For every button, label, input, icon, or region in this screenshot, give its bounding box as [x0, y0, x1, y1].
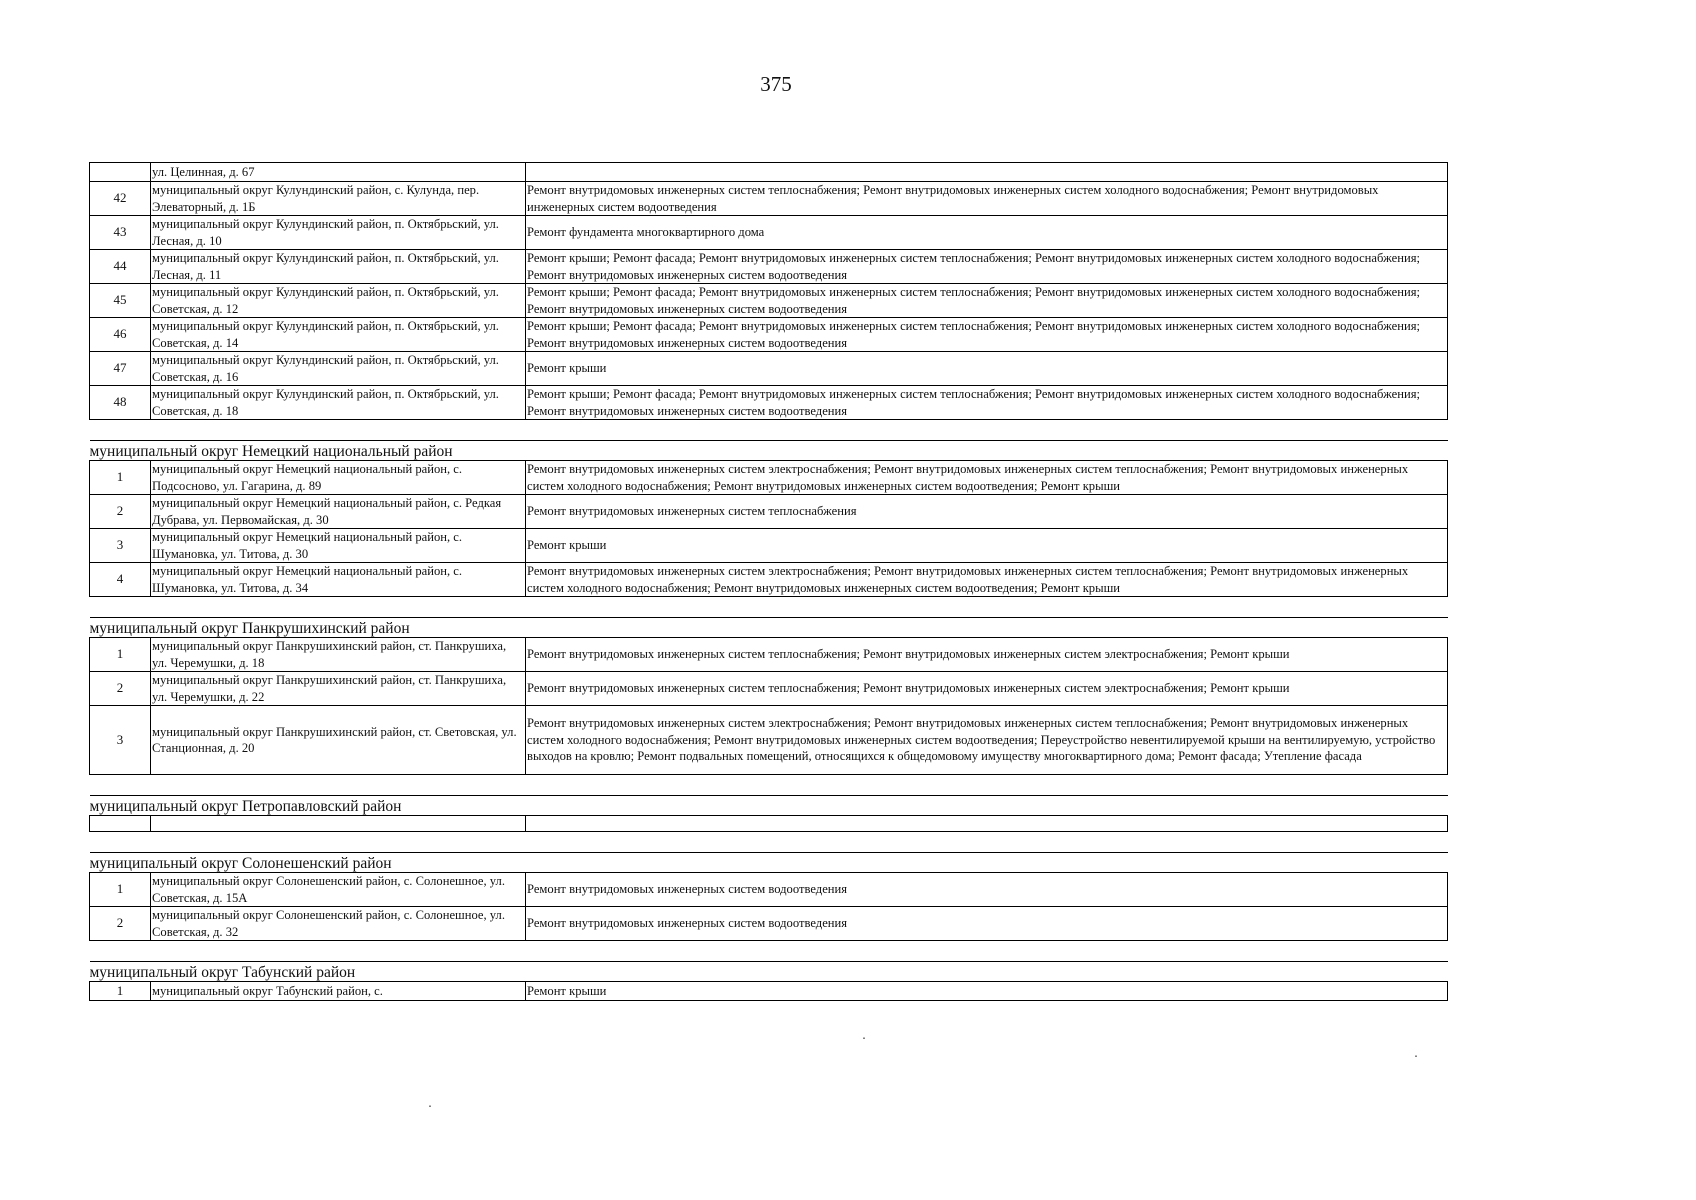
district-heading: муниципальный округ Табунский район — [90, 962, 1448, 982]
table-row — [90, 284, 1448, 318]
scan-speck: ․ — [862, 1028, 867, 1042]
row-works: Ремонт внутридомовых инженерных систем теплоснабжения — [526, 495, 1448, 529]
spacer-row — [90, 597, 1448, 618]
row-number: 1 — [90, 461, 151, 495]
row-number: 46 — [90, 318, 151, 352]
row-number — [90, 816, 151, 832]
district-heading: муниципальный округ Петропавловский район — [90, 796, 1448, 816]
table-row — [90, 638, 1448, 672]
row-works: Ремонт крыши — [526, 352, 1448, 386]
table-row — [90, 163, 1448, 182]
district-heading-row — [90, 796, 1448, 816]
district-heading: муниципальный округ Панкрушихинский район — [90, 618, 1448, 638]
row-number: 47 — [90, 352, 151, 386]
table-row — [90, 873, 1448, 907]
row-address: муниципальный округ Немецкий национальный район, с. Шумановка, ул. Титова, д. 30 — [151, 529, 526, 563]
row-number: 44 — [90, 250, 151, 284]
repair-register — [89, 162, 1447, 1001]
table-row — [90, 318, 1448, 352]
table-row — [90, 352, 1448, 386]
table-row — [90, 461, 1448, 495]
row-works: Ремонт крыши — [526, 982, 1448, 1001]
row-works: Ремонт внутридомовых инженерных систем электроснабжения; Ремонт внутридомовых инженерных систем теплоснабжения; Ремонт внутридомовых инженерных систем холодного водоснабжения; Ремонт внутридомовых инженерных систем водоотведения; Ремонт крыши — [526, 563, 1448, 597]
table-row — [90, 216, 1448, 250]
row-works: Ремонт внутридомовых инженерных систем водоотведения — [526, 907, 1448, 941]
row-works: Ремонт внутридомовых инженерных систем теплоснабжения; Ремонт внутридомовых инженерных систем холодного водоснабжения; Ремонт внутридомовых инженерных систем водоотведения — [526, 182, 1448, 216]
row-number: 3 — [90, 706, 151, 775]
row-number: 42 — [90, 182, 151, 216]
row-works: Ремонт внутридомовых инженерных систем электроснабжения; Ремонт внутридомовых инженерных систем теплоснабжения; Ремонт внутридомовых инженерных систем холодного водоснабжения; Ремонт внутридомовых инженерных систем водоотведения; Переустройство невентилируемой крыши на вентилируемую, устройство выходов на кровлю; Ремонт подвальных помещений, относящихся к общедомовому имуществу многоквартирного дома; Ремонт фасада; Утепление фасада — [526, 706, 1448, 775]
table-row — [90, 386, 1448, 420]
row-works: Ремонт внутридомовых инженерных систем электроснабжения; Ремонт внутридомовых инженерных систем теплоснабжения; Ремонт внутридомовых инженерных систем холодного водоснабжения; Ремонт внутридомовых инженерных систем водоотведения; Ремонт крыши — [526, 461, 1448, 495]
row-number: 4 — [90, 563, 151, 597]
row-address: муниципальный округ Кулундинский район, с. Кулунда, пер. Элеваторный, д. 1Б — [151, 182, 526, 216]
table-row — [90, 563, 1448, 597]
row-works: Ремонт крыши; Ремонт фасада; Ремонт внутридомовых инженерных систем теплоснабжения; Ремонт внутридомовых инженерных систем холодного водоснабжения; Ремонт внутридомовых инженерных систем водоотведения — [526, 284, 1448, 318]
row-address: муниципальный округ Панкрушихинский район, ст. Панкрушиха, ул. Черемушки, д. 22 — [151, 672, 526, 706]
row-address: муниципальный округ Немецкий национальный район, с. Шумановка, ул. Титова, д. 34 — [151, 563, 526, 597]
row-address: муниципальный округ Кулундинский район, п. Октябрьский, ул. Советская, д. 12 — [151, 284, 526, 318]
district-heading: муниципальный округ Немецкий национальный район — [90, 441, 1448, 461]
row-works: Ремонт внутридомовых инженерных систем теплоснабжения; Ремонт внутридомовых инженерных систем электроснабжения; Ремонт крыши — [526, 672, 1448, 706]
row-works — [526, 163, 1448, 182]
row-address: муниципальный округ Панкрушихинский район, ст. Панкрушиха, ул. Черемушки, д. 18 — [151, 638, 526, 672]
row-works: Ремонт крыши — [526, 529, 1448, 563]
row-address: муниципальный округ Кулундинский район, п. Октябрьский, ул. Советская, д. 16 — [151, 352, 526, 386]
spacer-row — [90, 775, 1448, 796]
district-heading-row — [90, 618, 1448, 638]
row-address: ул. Целинная, д. 67 — [151, 163, 526, 182]
row-address: муниципальный округ Кулундинский район, п. Октябрьский, ул. Советская, д. 14 — [151, 318, 526, 352]
district-heading-row — [90, 853, 1448, 873]
spacer-cell — [90, 775, 1448, 796]
row-number: 48 — [90, 386, 151, 420]
row-works: Ремонт внутридомовых инженерных систем водоотведения — [526, 873, 1448, 907]
row-works: Ремонт внутридомовых инженерных систем теплоснабжения; Ремонт внутридомовых инженерных систем электроснабжения; Ремонт крыши — [526, 638, 1448, 672]
row-works: Ремонт фундамента многоквартирного дома — [526, 216, 1448, 250]
scan-speck: ․ — [1414, 1046, 1419, 1060]
row-number: 1 — [90, 982, 151, 1001]
spacer-row — [90, 832, 1448, 853]
table-row — [90, 672, 1448, 706]
row-number: 1 — [90, 638, 151, 672]
repair-table — [89, 162, 1448, 1001]
spacer-row — [90, 420, 1448, 441]
table-row — [90, 250, 1448, 284]
row-number: 43 — [90, 216, 151, 250]
page-number: 375 — [760, 72, 792, 96]
table-row — [90, 182, 1448, 216]
row-address: муниципальный округ Кулундинский район, п. Октябрьский, ул. Советская, д. 18 — [151, 386, 526, 420]
row-works: Ремонт крыши; Ремонт фасада; Ремонт внутридомовых инженерных систем теплоснабжения; Ремонт внутридомовых инженерных систем холодного водоснабжения; Ремонт внутридомовых инженерных систем водоотведения — [526, 386, 1448, 420]
row-number: 2 — [90, 672, 151, 706]
district-heading: муниципальный округ Солонешенский район — [90, 853, 1448, 873]
row-works: Ремонт крыши; Ремонт фасада; Ремонт внутридомовых инженерных систем теплоснабжения; Ремонт внутридомовых инженерных систем холодного водоснабжения; Ремонт внутридомовых инженерных систем водоотведения — [526, 250, 1448, 284]
row-works: Ремонт крыши; Ремонт фасада; Ремонт внутридомовых инженерных систем теплоснабжения; Ремонт внутридомовых инженерных систем холодного водоснабжения; Ремонт внутридомовых инженерных систем водоотведения — [526, 318, 1448, 352]
row-number: 3 — [90, 529, 151, 563]
table-row — [90, 816, 1448, 832]
row-number: 2 — [90, 907, 151, 941]
spacer-cell — [90, 420, 1448, 441]
row-address: муниципальный округ Кулундинский район, п. Октябрьский, ул. Лесная, д. 11 — [151, 250, 526, 284]
row-address: муниципальный округ Солонешенский район, с. Солонешное, ул. Советская, д. 15А — [151, 873, 526, 907]
table-row — [90, 982, 1448, 1001]
row-number: 45 — [90, 284, 151, 318]
spacer-cell — [90, 941, 1448, 962]
row-address: муниципальный округ Кулундинский район, п. Октябрьский, ул. Лесная, д. 10 — [151, 216, 526, 250]
row-address: муниципальный округ Солонешенский район, с. Солонешное, ул. Советская, д. 32 — [151, 907, 526, 941]
district-heading-row — [90, 962, 1448, 982]
table-row — [90, 706, 1448, 775]
spacer-cell — [90, 832, 1448, 853]
row-address: муниципальный округ Панкрушихинский район, ст. Световская, ул. Станционная, д. 20 — [151, 706, 526, 775]
scan-speck: ․ — [428, 1096, 433, 1110]
spacer-cell — [90, 597, 1448, 618]
row-address: муниципальный округ Табунский район, с. — [151, 982, 526, 1001]
table-row — [90, 529, 1448, 563]
row-address — [151, 816, 526, 832]
row-address: муниципальный округ Немецкий национальный район, с. Подсосново, ул. Гагарина, д. 89 — [151, 461, 526, 495]
table-row — [90, 495, 1448, 529]
table-row — [90, 907, 1448, 941]
row-number: 2 — [90, 495, 151, 529]
row-number — [90, 163, 151, 182]
row-works — [526, 816, 1448, 832]
district-heading-row — [90, 441, 1448, 461]
spacer-row — [90, 941, 1448, 962]
row-address: муниципальный округ Немецкий национальный район, с. Редкая Дубрава, ул. Первомайская, д. 30 — [151, 495, 526, 529]
row-number: 1 — [90, 873, 151, 907]
